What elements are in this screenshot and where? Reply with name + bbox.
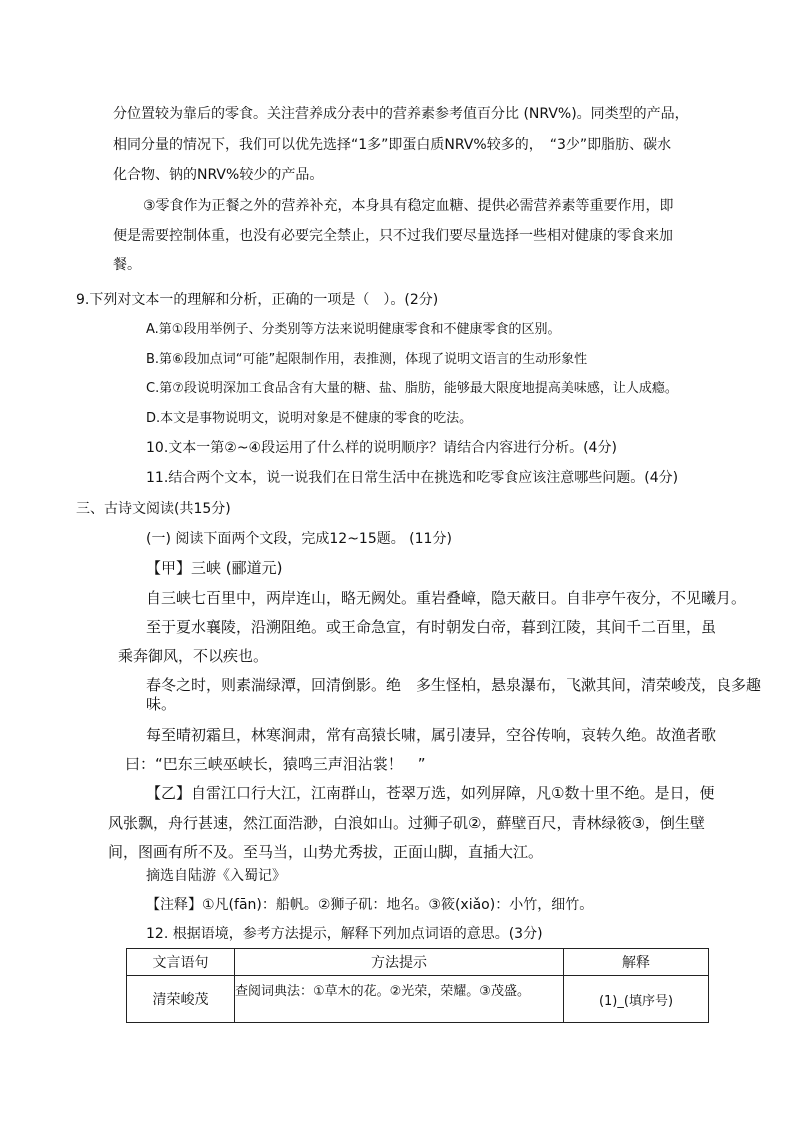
passage-line: 便是需要控制体重，也没有必要完全禁止，只不过我们要尽量选择一些相对健康的零食来加 bbox=[113, 228, 673, 244]
table-header-cell: 方法提示 bbox=[235, 949, 564, 976]
table-header-cell: 文言语句 bbox=[127, 949, 235, 976]
sub-section-heading: (一) 阅读下面两个文段，完成12~15题。 (11分) bbox=[146, 531, 452, 547]
passage-line: ③零食作为正餐之外的营养补充，本身具有稳定血糖、提供必需营养素等重要作用，即 bbox=[143, 198, 674, 214]
jia-line: 曰：“巴东三峡巫峡长，猿鸣三声泪沾裳！ ” bbox=[125, 755, 426, 773]
option-d: D.本文是事物说明文，说明对象是不健康的零食的吃法。 bbox=[146, 411, 473, 426]
question-11: 11.结合两个文本，说一说我们在日常生活中在挑选和吃零食应该注意哪些问题。(4分) bbox=[146, 470, 679, 486]
jia-line: 味。 bbox=[146, 695, 177, 713]
jia-line: 每至晴初霜旦，林寒涧肃，常有高猿长啸，属引凄异，空谷传响，哀转久绝。故渔者歌 bbox=[146, 726, 717, 744]
yi-line: 【乙】自雷江口行大江，江南群山，苍翠万选，如列屏障，凡①数十里不绝。是日，便 bbox=[146, 784, 715, 802]
option-b: B.第⑥段加点词“可能”起限制作用，表推测，体现了说明文语言的生动形象性 bbox=[146, 352, 588, 367]
option-c: C.第⑦段说明深加工食品含有大量的糖、盐、脂肪，能够最大限度地提高美味感，让人成瘾。 bbox=[146, 381, 678, 396]
question-9-stem: 9.下列对文本一的理解和分析，正确的一项是（ ）。(2分) bbox=[76, 292, 439, 308]
table-cell: 清荣峻茂 bbox=[127, 976, 235, 1023]
question-10: 10.文本一第②~④段运用了什么样的说明顺序？请结合内容进行分析。(4分) bbox=[146, 440, 617, 456]
passage-line: 分位置较为靠后的零食。关注营养成分表中的营养素参考值百分比 (NRV%)。同类型的产品， bbox=[113, 106, 689, 122]
answer-blank[interactable]: (1)_(填序号) bbox=[564, 976, 709, 1023]
passage-line: 相同分量的情况下，我们可以优先选择“1多”即蛋白质NRV%较多的， “3少”即脂肪、碳水 bbox=[113, 137, 672, 153]
table-cell: 查阅词典法：①草木的花。②光荣，荣耀。③茂盛。 bbox=[235, 976, 564, 1023]
jia-line: 至于夏水襄陵，沿溯阻绝。或王命急宣，有时朝发白帝，暮到江陵，其间千二百里，虽 bbox=[146, 618, 717, 636]
table-header-cell: 解释 bbox=[564, 949, 709, 976]
section-heading: 三、古诗文阅读(共15分) bbox=[76, 501, 231, 517]
jia-line: 自三峡七百里中，两岸连山，略无阙处。重岩叠嶂，隐天蔽日。自非亭午夜分，不见曦月。 bbox=[146, 589, 747, 607]
jia-line: 春冬之时，则素湍绿潭，回清倒影。绝 多生怪柏，悬泉瀑布，飞漱其间，清荣峻茂，良多趣 bbox=[146, 676, 762, 694]
jia-line: 乘奔御风，不以疾也。 bbox=[118, 647, 269, 665]
question-12: 12. 根据语境，参考方法提示，解释下列加点词语的意思。(3分) bbox=[146, 926, 543, 942]
yi-note: 【注释】①凡(fān)：船帆。②狮子矶：地名。③筱(xiǎo)：小竹，细竹。 bbox=[146, 897, 594, 913]
jia-title: 【甲】三峡 (郦道元) bbox=[146, 559, 283, 577]
yi-line: 风张飘，舟行甚速，然江面浩渺，白浪如山。过狮子矶②，蘚壁百尺，青林绿筱③，倒生壁 bbox=[108, 814, 705, 832]
passage-line: 餐。 bbox=[113, 257, 141, 273]
yi-line: 间，图画有所不及。至马当，山势尤秀拔，正面山脚，直插大江。 bbox=[108, 843, 544, 861]
answer-table bbox=[126, 948, 709, 1023]
option-a: A.第①段用举例子、分类别等方法来说明健康零食和不健康零食的区别。 bbox=[146, 322, 561, 337]
passage-line: 化合物、钠的NRV%较少的产品。 bbox=[113, 167, 324, 183]
yi-source: 摘选自陆游《入蜀记》 bbox=[146, 868, 286, 884]
